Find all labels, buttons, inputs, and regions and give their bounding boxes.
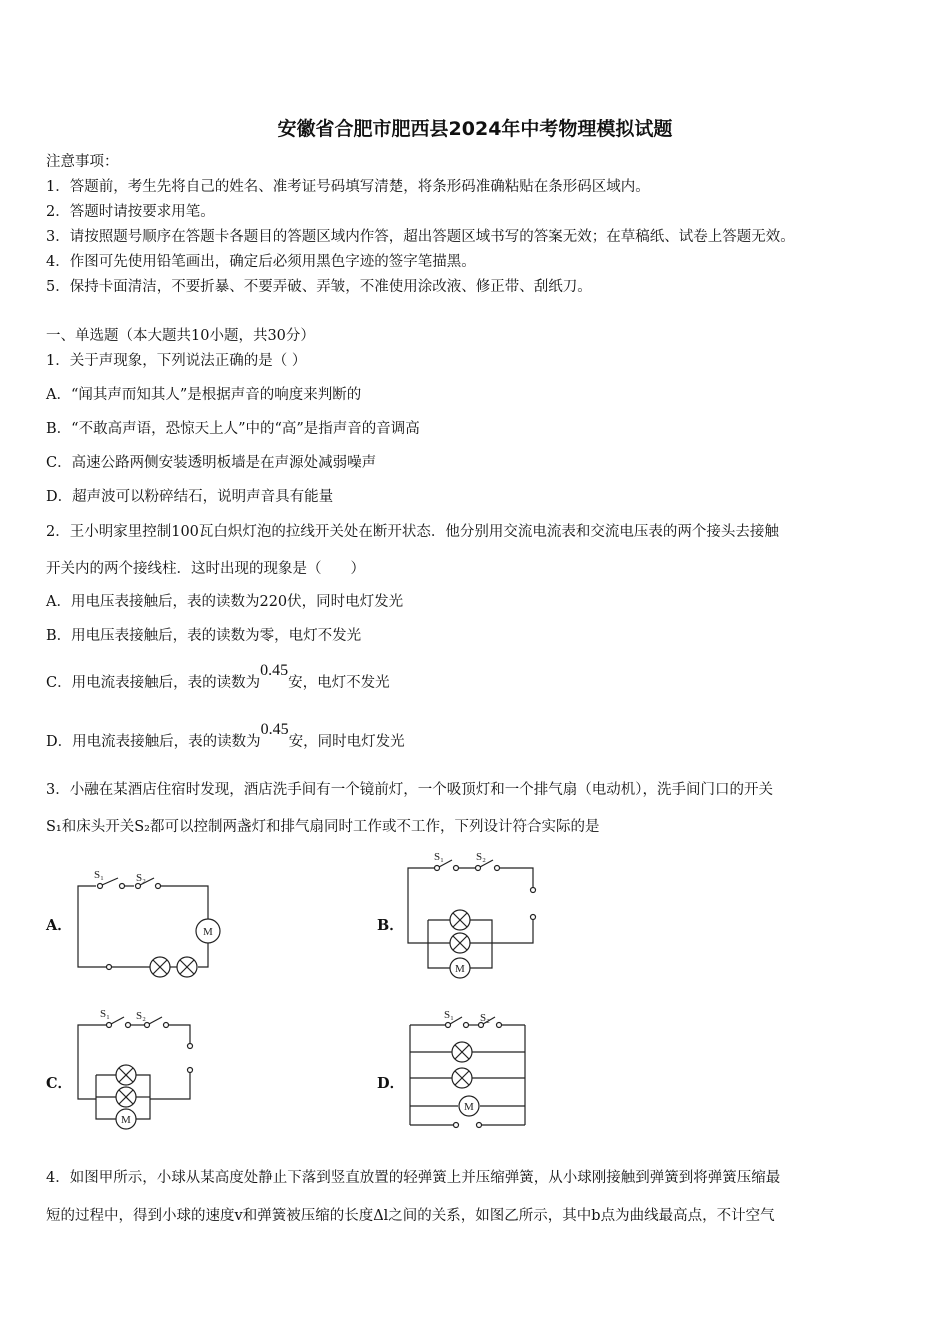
- switch-s2-label: S₂: [136, 1010, 146, 1022]
- option-text: 安，同时电灯发光: [288, 734, 405, 750]
- q2-option-b: B．用电压表接触后，表的读数为零，电灯不发光: [46, 628, 362, 644]
- notice-item: 4．作图可先使用铅笔画出，确定后必须用黑色字迹的签字笔描黑。: [46, 254, 476, 270]
- switch-s2-label: S₂: [136, 872, 146, 884]
- motor-label: M: [455, 963, 465, 975]
- q3-option-c-label: C．: [46, 1075, 73, 1092]
- notice-item: 3．请按照题号顺序在答题卡各题目的答题区域内作答，超出答题区域书写的答案无效；在草稿纸、试卷上答题无效。: [46, 229, 795, 245]
- q3-option-a-label: A．: [46, 917, 72, 934]
- q2-option-c: [46, 662, 390, 693]
- notice-item: 5．保持卡面清洁，不要折暴、不要弄破、弄皱，不准使用涂改液、修正带、刮纸刀。: [46, 279, 592, 295]
- notice-heading: 注意事项：: [46, 154, 119, 170]
- q2-option-d: [46, 721, 405, 752]
- switch-s1-label: S₁: [434, 851, 444, 863]
- motor-label: M: [464, 1101, 474, 1113]
- circuit-diagram-b: [400, 848, 550, 983]
- switch-s1-label: S₁: [100, 1008, 110, 1020]
- reading-value: 0.45: [260, 662, 289, 679]
- circuit-diagram-a: [70, 862, 230, 982]
- circuit-diagram-c: [70, 1005, 220, 1135]
- option-text: C．用电流表接触后，表的读数为: [46, 675, 261, 691]
- notice-item: 2．答题时请按要求用笔。: [46, 204, 215, 220]
- q3-option-b-label: B．: [377, 917, 404, 934]
- question-1-stem: 1．关于声现象，下列说法正确的是（ ）: [46, 353, 307, 369]
- switch-s2-label: S₂: [480, 1012, 490, 1024]
- q1-option-a: A．“闻其声而知其人”是根据声音的响度来判断的: [46, 387, 362, 403]
- circuit-diagram-d: [400, 1005, 540, 1140]
- motor-label: M: [203, 926, 213, 938]
- q1-option-b: B．“不敢高声语，恐惊天上人”中的“高”是指声音的音调高: [46, 421, 420, 437]
- option-text: D．用电流表接触后，表的读数为: [46, 734, 261, 750]
- question-4-stem-cont: 短的过程中，得到小球的速度v和弹簧被压缩的长度Δl之间的关系，如图乙所示，其中b点为曲线最高点，不计空气: [46, 1208, 775, 1224]
- switch-s1-label: S₁: [94, 869, 104, 881]
- question-2-stem-cont: 开关内的两个接线柱．这时出现的现象是（ ）: [46, 561, 365, 577]
- motor-label: M: [121, 1114, 131, 1126]
- q2-option-a: A．用电压表接触后，表的读数为220伏，同时电灯发光: [46, 594, 404, 610]
- question-3-stem-cont: S₁和床头开关S₂都可以控制两盏灯和排气扇同时工作或不工作，下列设计符合实际的是: [46, 819, 600, 835]
- option-text: 安，电灯不发光: [288, 675, 390, 691]
- notice-item: 1．答题前，考生先将自己的姓名、准考证号码填写清楚，将条形码准确粘贴在条形码区域内。: [46, 179, 650, 195]
- reading-value: 0.45: [260, 721, 289, 738]
- page-title: 安徽省合肥市肥西县2024年中考物理模拟试题: [277, 118, 673, 140]
- section-heading: 一、单选题（本大题共10小题，共30分）: [46, 328, 315, 344]
- question-3-stem: 3．小融在某酒店住宿时发现，酒店洗手间有一个镜前灯，一个吸顶灯和一个排气扇（电动机），洗手间门口的开关: [46, 782, 773, 798]
- q1-option-c: C．高速公路两侧安装透明板墙是在声源处减弱噪声: [46, 455, 377, 471]
- q1-option-d: D．超声波可以粉碎结石，说明声音具有能量: [46, 489, 334, 505]
- q3-option-d-label: D．: [377, 1075, 405, 1092]
- question-4-stem: 4．如图甲所示，小球从某高度处静止下落到竖直放置的轻弹簧上并压缩弹簧，从小球刚接触到弹簧到将弹簧压缩最: [46, 1170, 781, 1186]
- switch-s2-label: S₂: [476, 851, 486, 863]
- switch-s1-label: S₁: [444, 1009, 454, 1021]
- question-2-stem: 2．王小明家里控制100瓦白炽灯泡的拉线开关处在断开状态．他分别用交流电流表和交流电压表的两个接头去接触: [46, 524, 779, 540]
